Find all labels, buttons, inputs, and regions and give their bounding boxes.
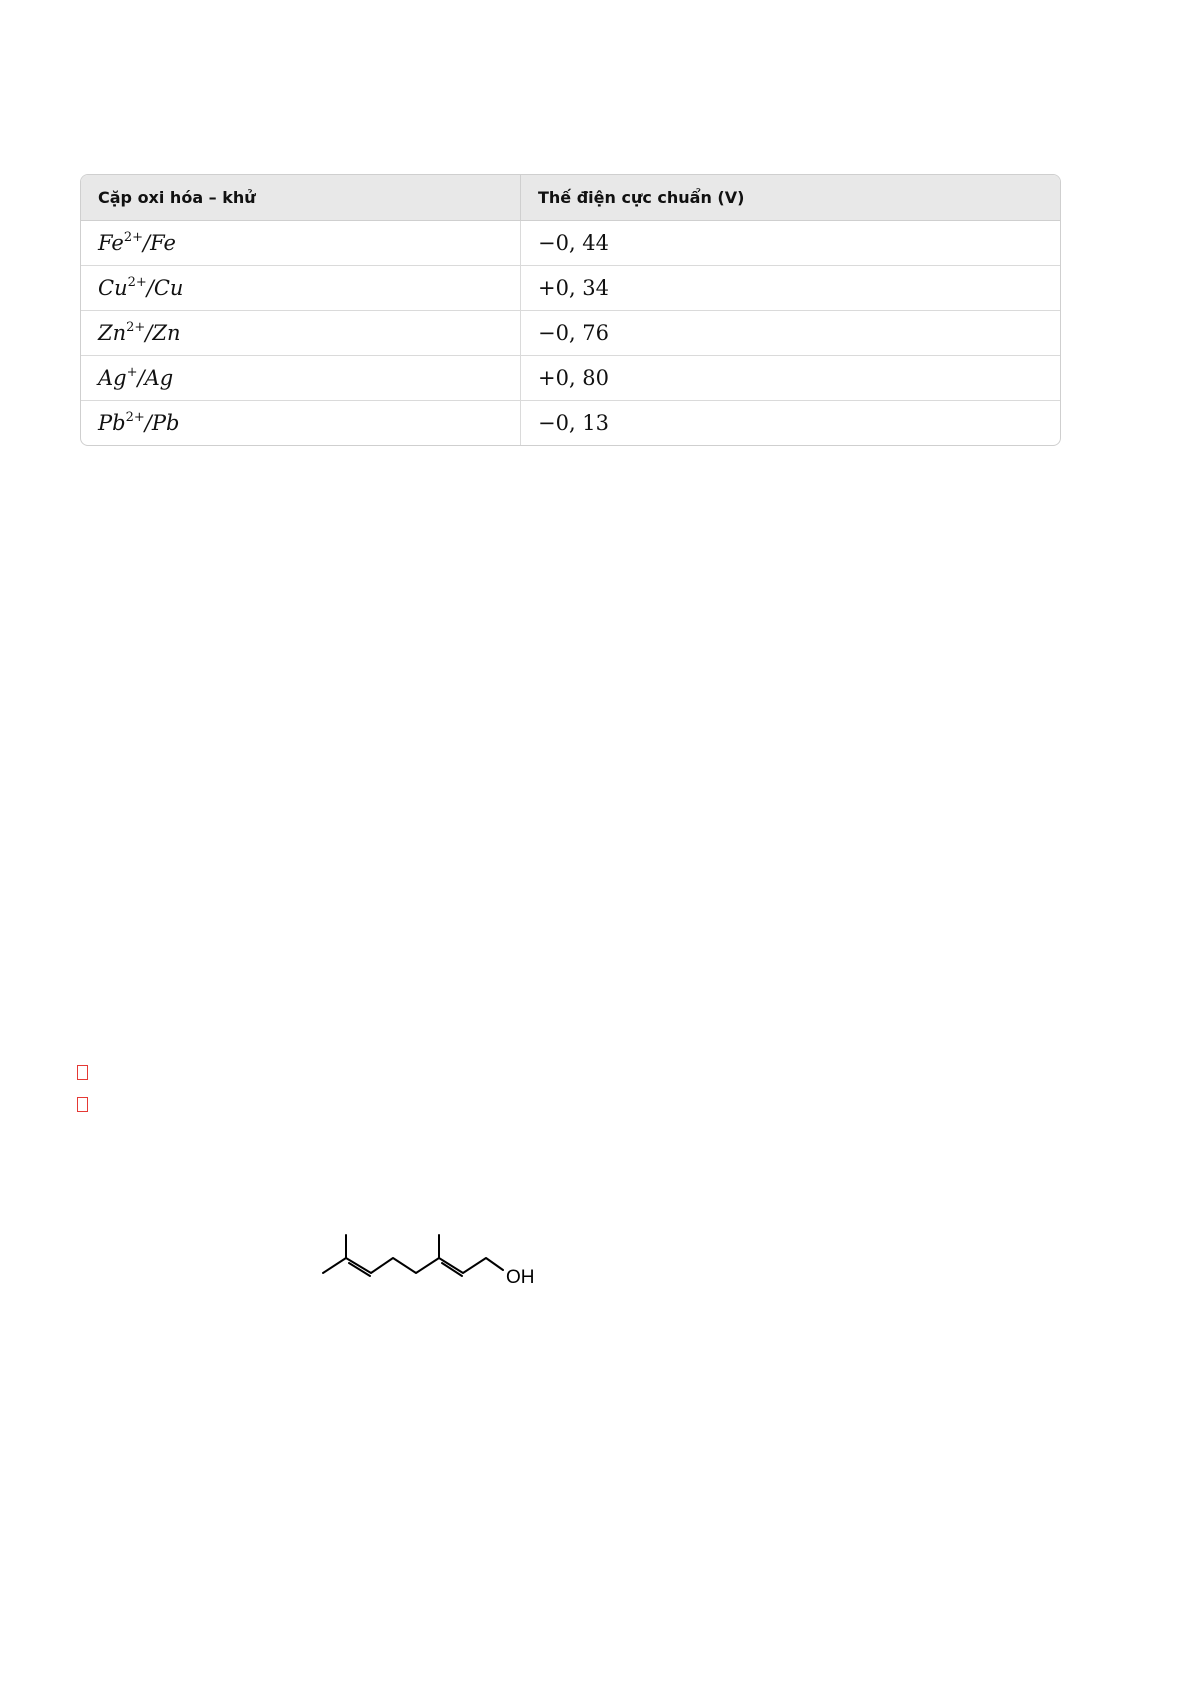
skeletal-bonds [323, 1235, 503, 1276]
potential-cell: +0, 80 [521, 356, 1061, 401]
table-row [81, 356, 1060, 401]
table-row [81, 311, 1060, 356]
potential-cell: −0, 76 [521, 311, 1061, 356]
redox-couple-cell: $Zn^{2+}/Zn$ [81, 311, 521, 356]
header-redox-couple: Cặp oxi hóa – khử [81, 175, 521, 221]
hydroxyl-label: OH [506, 1267, 535, 1288]
table-row [81, 221, 1060, 266]
header-standard-potential: Thế điện cực chuẩn (V) [521, 175, 1061, 221]
missing-glyph-box-icon [77, 1065, 88, 1080]
table-header-row [81, 175, 1060, 221]
missing-glyph-box-icon [77, 1097, 88, 1112]
geraniol-structure [315, 1225, 545, 1295]
potential-cell: −0, 44 [538, 231, 610, 255]
redox-couple-cell: Ag+/Ag [81, 356, 521, 401]
potential-cell: +0, 34 [521, 266, 1061, 311]
table-row [81, 266, 1060, 311]
redox-couple-cell: $Pb^{2+}/Pb$ [81, 401, 521, 446]
redox-couple-cell: $Fe^{2+}/Fe$ [81, 221, 521, 266]
redox-couple-cell: $Cu^{2+}/Cu$ [81, 266, 521, 311]
table-row [81, 401, 1060, 446]
potential-cell: −0, 13 [521, 401, 1061, 446]
electrode-potential-table [80, 174, 1061, 446]
